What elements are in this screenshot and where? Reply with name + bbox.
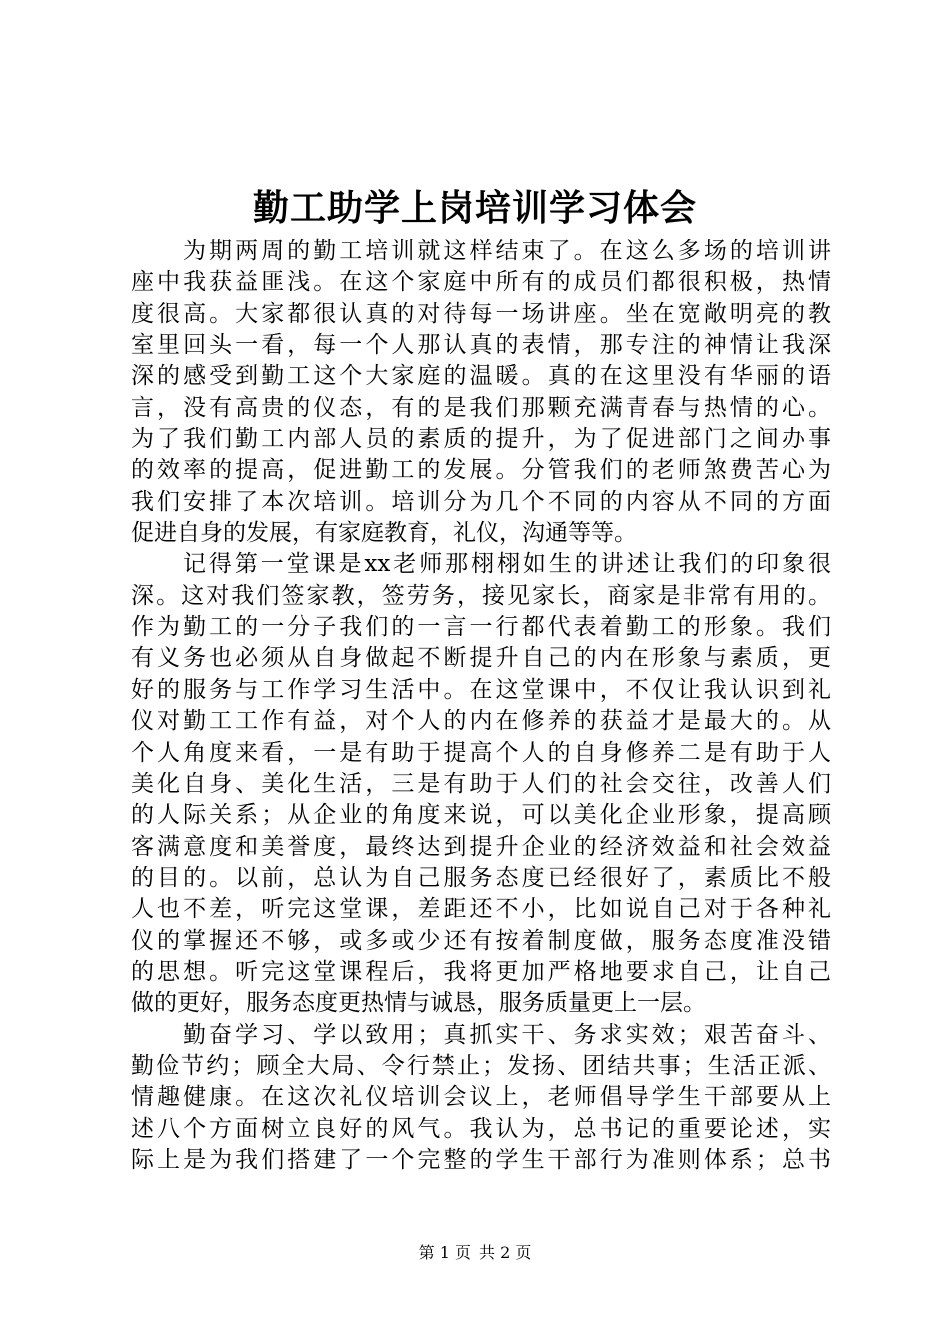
- paragraph-2-line-12: 人也不差，听完这堂课，差距还不小，比如说自己对于各种礼: [131, 896, 831, 923]
- paragraph-1-line-6: 言，没有高贵的仪态，有的是我们那颗充满青春与热情的心。: [131, 394, 831, 421]
- document-title: 勤工助学上岗培训学习体会: [252, 187, 697, 229]
- page-number: 第 1 页: [418, 1243, 471, 1262]
- paragraph-2-line-15: 做的更好，服务态度更热情与诚恳，服务质量更上一层。: [131, 990, 706, 1017]
- paragraph-3-line-5: 际上是为我们搭建了一个完整的学生干部行为准则体系；总书: [131, 1146, 831, 1173]
- paragraph-1-line-3: 度很高。大家都很认真的对待每一场讲座。坐在宽敞明亮的教: [131, 300, 831, 327]
- paragraph-2-line-5: 好的服务与工作学习生活中。在这堂课中，不仅让我认识到礼: [131, 676, 831, 703]
- page-total: 共 2 页: [479, 1243, 532, 1262]
- paragraph-3-line-4: 述八个方面树立良好的风气。我认为，总书记的重要论述，实: [131, 1115, 831, 1142]
- paragraph-1-line-7: 为了我们勤工内部人员的素质的提升，为了促进部门之间办事: [131, 426, 831, 453]
- paragraph-1-line-5: 深的感受到勤工这个大家庭的温暖。真的在这里没有华丽的语: [131, 363, 831, 390]
- paragraph-2-line-9: 的人际关系；从企业的角度来说，可以美化企业形象，提高顾: [131, 802, 831, 829]
- document-body: [131, 236, 831, 1176]
- paragraph-2-line-6: 仪对勤工工作有益，对个人的内在修养的获益才是最大的。从: [131, 708, 831, 735]
- paragraph-2-line-8: 美化自身、美化生活，三是有助于人们的社会交往，改善人们: [131, 770, 831, 797]
- paragraph-1-line-2: 座中我获益匪浅。在这个家庭中所有的成员们都很积极，热情: [131, 269, 831, 296]
- paragraph-2-line-4: 有义务也必须从自身做起不断提升自己的内在形象与素质，更: [131, 645, 831, 672]
- paragraph-1-line-10: 促进自身的发展，有家庭教育，礼仪，沟通等等。: [131, 520, 637, 547]
- paragraph-2-line-11: 的目的。以前，总认为自己服务态度已经很好了，素质比不般: [131, 864, 831, 891]
- paragraph-1-line-1: 为期两周的勤工培训就这样结束了。在这么多场的培训讲: [183, 238, 831, 264]
- page-footer: [0, 1242, 950, 1264]
- paragraph-3-line-2: 勤俭节约；顾全大局、令行禁止；发扬、团结共事；生活正派、: [131, 1052, 831, 1079]
- paragraph-1-line-9: 我们安排了本次培训。培训分为几个不同的内容从不同的方面: [131, 488, 831, 515]
- paragraph-2-line-2: 深。这对我们签家教，签劳务，接见家长，商家是非常有用的。: [131, 582, 831, 609]
- paragraph-2-line-14: 的思想。听完这堂课程后，我将更加严格地要求自己，让自己: [131, 958, 831, 985]
- paragraph-2-line-3: 作为勤工的一分子我们的一言一行都代表着勤工的形象。我们: [131, 614, 831, 641]
- paragraph-2-line-13: 仪的掌握还不够，或多或少还有按着制度做，服务态度准没错: [131, 927, 831, 954]
- paragraph-3-line-1: 勤奋学习、学以致用；真抓实干、务求实效；艰苦奋斗、: [183, 1021, 831, 1048]
- paragraph-2-line-10: 客满意度和美誉度，最终达到提升企业的经济效益和社会效益: [131, 833, 831, 860]
- paragraph-2-line-1: 记得第一堂课是xx老师那栩栩如生的讲述让我们的印象很: [183, 551, 831, 578]
- paragraph-3-line-3: 情趣健康。在这次礼仪培训会议上，老师倡导学生干部要从上: [131, 1084, 831, 1111]
- paragraph-1-line-8: 的效率的提高，促进勤工的发展。分管我们的老师煞费苦心为: [131, 457, 831, 484]
- paragraph-2-line-7: 个人角度来看，一是有助于提高个人的自身修养二是有助于人: [131, 739, 831, 766]
- paragraph-1-line-4: 室里回头一看，每一个人那认真的表情，那专注的神情让我深: [131, 332, 831, 359]
